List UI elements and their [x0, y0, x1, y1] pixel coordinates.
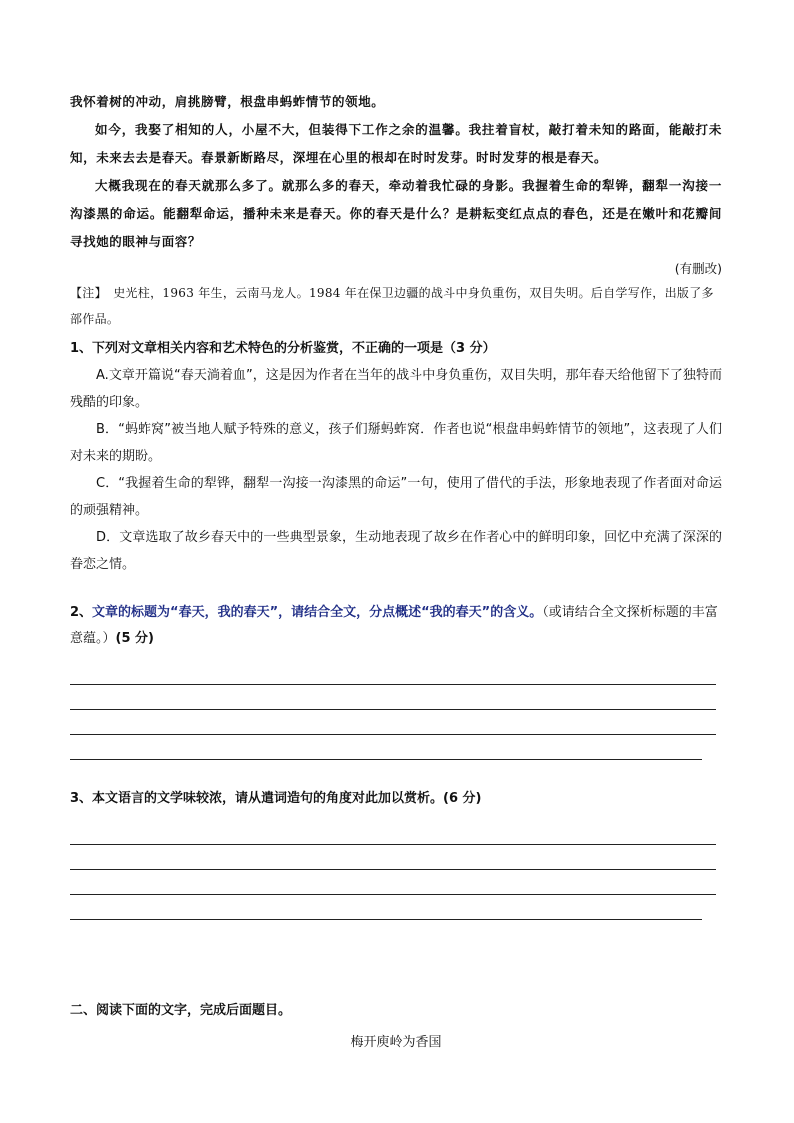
question-2	[70, 600, 722, 760]
passage-paragraph-1: 我怀着树的冲动，肩挑膀臂，根盘串蚂蚱情节的领地。	[70, 94, 385, 109]
passage	[70, 88, 722, 256]
option-d[interactable]: D．文章选取了故乡春天中的一些典型景象，生动地表现了故乡在作者心中的鲜明印象，回忆中充满了深深的眷恋之情。	[70, 530, 722, 572]
answer-line[interactable]	[70, 845, 716, 870]
question-2-highlight: 文章的标题为“春天，我的春天”，请结合全文，分点概述“我的春天”的含义。	[92, 605, 543, 620]
passage-paragraph-3: 大概我现在的春天就那么多了。就那么多的春天，牵动着我忙碌的身影。我握着生命的犁铧，翻犁一沟接一沟漆黑的命运。能翻犁命运，播种未来是春天。你的春天是什么？是耕耘变红点点的春色，还是在嫩叶和花瓣间寻找她的眼神与面容？	[70, 178, 722, 249]
question-3	[70, 786, 722, 920]
question-2-answer-area[interactable]	[70, 660, 722, 760]
question-1-options	[70, 362, 722, 578]
answer-line[interactable]	[70, 870, 716, 895]
answer-line[interactable]	[70, 685, 716, 710]
answer-line[interactable]	[70, 820, 716, 845]
section-2-title: 二、阅读下面的文字，完成后面题目。	[70, 1003, 292, 1018]
question-1-title: 1、下列对文章相关内容和艺术特色的分析鉴赏，不正确的一项是（3 分）	[70, 341, 496, 356]
document-page	[70, 88, 722, 1056]
question-3-title: 3、本文语言的文学味较浓，请从遣词造句的角度对此加以赏析。(6 分)	[70, 791, 482, 806]
option-c[interactable]: C．“我握着生命的犁铧，翻犁一沟接一沟漆黑的命运”一句，使用了借代的手法，形象地表现了作者面对命运的顽强精神。	[70, 476, 722, 518]
section-2	[70, 998, 722, 1056]
question-3-answer-area[interactable]	[70, 820, 722, 920]
answer-line[interactable]	[70, 735, 702, 760]
question-2-number: 2、	[70, 605, 93, 620]
article-title: 梅开庾岭为香国	[350, 1035, 442, 1050]
question-2-alt: （或请结合全文探析标题的丰富意蕴。）	[70, 605, 718, 646]
option-a[interactable]: A.文章开篇说“春天淌着血”，这是因为作者在当年的战斗中身负重伤，双目失明，那年春天给他留下了独特而残酷的印象。	[70, 368, 722, 410]
answer-line[interactable]	[70, 895, 702, 920]
question-2-title	[70, 600, 722, 652]
author-note: 【注】 史光柱，1963 年生，云南马龙人。1984 年在保卫边疆的战斗中身负重伤，双目失明。后自学写作，出版了多部作品。	[70, 286, 714, 326]
question-2-score: (5 分)	[115, 631, 154, 646]
question-1	[70, 336, 722, 578]
passage-paragraph-2: 如今，我娶了相知的人，小屋不大，但装得下工作之余的温馨。我拄着盲杖，敲打着未知的路面，能敲打未知，未来去去是春天。春景新断路尽，深埋在心里的根却在时时发芽。时时发芽的根是春天。	[70, 122, 722, 165]
answer-line[interactable]	[70, 710, 716, 735]
option-b[interactable]: B．“蚂蚱窝”被当地人赋予特殊的意义，孩子们掰蚂蚱窝．作者也说“根盘串蚂蚱情节的领地”，这表现了人们对未来的期盼。	[70, 422, 722, 464]
source-note: (有删改)	[674, 261, 722, 276]
answer-line[interactable]	[70, 660, 716, 685]
